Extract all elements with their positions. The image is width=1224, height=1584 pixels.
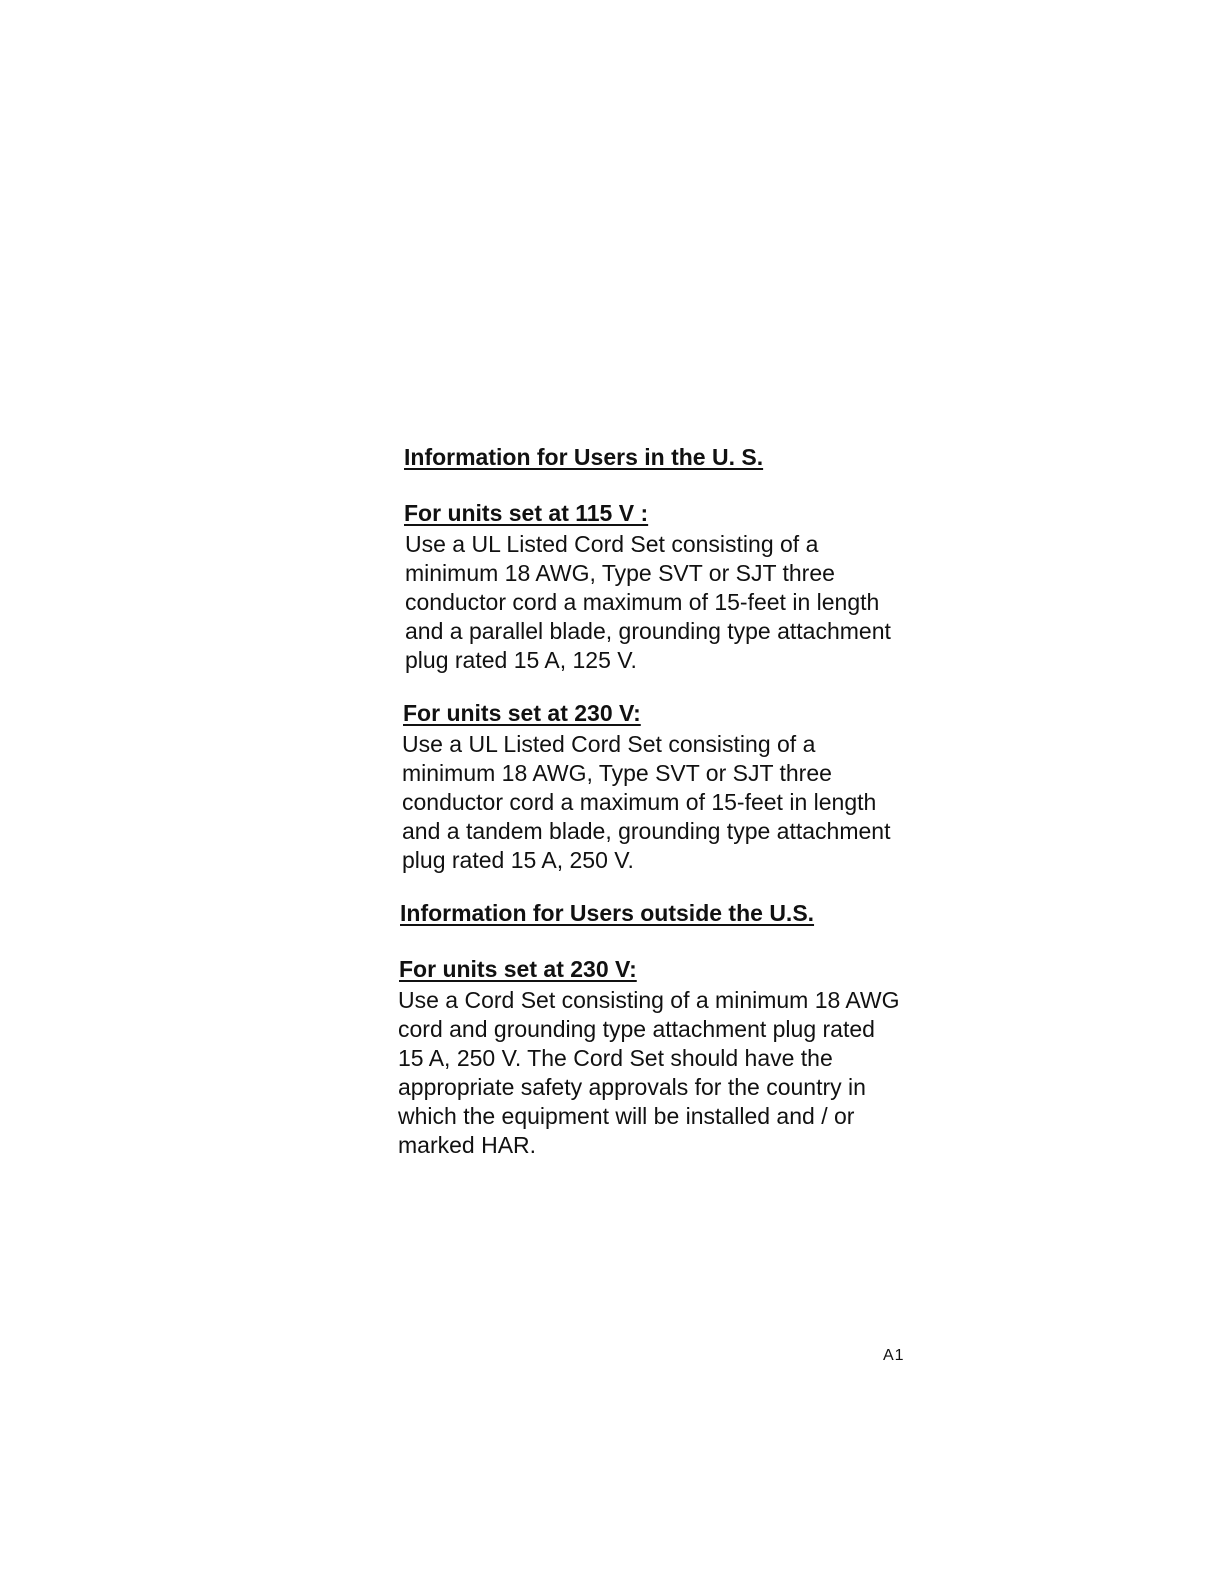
us-section-title: Information for Users in the U. S. <box>404 444 764 470</box>
us-230v-paragraph <box>402 730 890 875</box>
page-number: A1 <box>883 1347 905 1364</box>
text-line: marked HAR. <box>398 1132 537 1158</box>
text-line: and a parallel blade, grounding type attachment <box>405 618 891 644</box>
text-line: 15 A, 250 V. The Cord Set should have the <box>398 1045 833 1071</box>
text-line: plug rated 15 A, 250 V. <box>402 847 634 873</box>
outside-230v-heading: For units set at 230 V: <box>399 956 637 982</box>
text-line: appropriate safety approvals for the country in <box>398 1074 866 1100</box>
text-line: Use a Cord Set consisting of a minimum 18 AWG <box>398 987 900 1013</box>
outside-230v-paragraph <box>398 986 900 1160</box>
text-line: minimum 18 AWG, Type SVT or SJT three <box>402 760 832 786</box>
us-115v-heading: For units set at 115 V : <box>404 500 649 526</box>
us-115v-paragraph <box>405 530 891 675</box>
text-line: plug rated 15 A, 125 V. <box>405 647 637 673</box>
text-line: which the equipment will be installed and / or <box>398 1103 855 1129</box>
text-line: cord and grounding type attachment plug rated <box>398 1016 875 1042</box>
text-line: and a tandem blade, grounding type attachment <box>402 818 891 844</box>
us-230v-heading: For units set at 230 V: <box>403 700 641 726</box>
text-line: minimum 18 AWG, Type SVT or SJT three <box>405 560 835 586</box>
text-line: Use a UL Listed Cord Set consisting of a <box>405 531 819 557</box>
text-line: conductor cord a maximum of 15-feet in length <box>405 589 880 615</box>
text-line: conductor cord a maximum of 15-feet in length <box>402 789 877 815</box>
text-line: Use a UL Listed Cord Set consisting of a <box>402 731 816 757</box>
outside-section-title: Information for Users outside the U.S. <box>400 900 815 926</box>
